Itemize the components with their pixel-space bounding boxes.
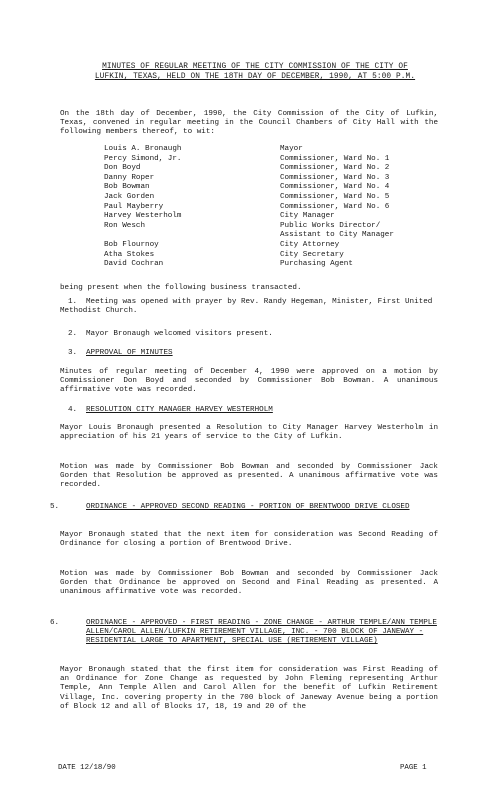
member-name <box>104 231 280 241</box>
roster-row <box>104 183 444 193</box>
item-text: Meeting was opened with prayer by Rev. Randy Hegeman, Minister, First United Methodist Church. <box>60 298 433 316</box>
roster-row <box>104 241 444 251</box>
member-role: City Attorney <box>280 240 340 249</box>
item-heading: APPROVAL OF MINUTES <box>86 349 173 357</box>
member-role: Assistant to City Manager <box>280 231 394 240</box>
member-name: Atha Stokes <box>104 250 155 259</box>
member-role: City Manager <box>280 212 335 221</box>
roster-row <box>104 231 444 241</box>
intro-paragraph: On the 18th day of December, 1990, the City Commission of the City of Lufkin, Texas, convened in regular meeting in the Council Chambers of City Hall with the following members thereof, to wit: <box>60 110 438 137</box>
member-role: Commissioner, Ward No. 6 <box>280 202 390 211</box>
item5-paragraph-1: Mayor Bronaugh stated that the next item for consideration was Second Reading of Ordinance for closing a portion of Brentwood Drive. <box>60 531 438 549</box>
agenda-item-3 <box>60 349 438 358</box>
item-heading: ORDINANCE - APPROVED - FIRST READING - ZONE CHANGE - ARTHUR TEMPLE/ANN TEMPLE ALLEN/CAROL ALLEN/LUFKIN RETIREMENT VILLAGE, INC. - 700 BLOCK OF JANEWAY - RESIDENTIAL LARGE TO APARTMENT, SPECIAL USE (RETIREMENT VILLAGE) <box>86 619 437 646</box>
member-name: Louis A. Bronaugh <box>104 145 182 153</box>
member-role: Commissioner, Ward No. 4 <box>280 183 390 192</box>
member-name: Paul Mayberry <box>104 202 164 211</box>
roster-row <box>104 260 444 270</box>
item-number: 6. <box>50 619 60 627</box>
footer-date: DATE 12/18/90 <box>58 764 116 772</box>
agenda-item-4 <box>60 406 440 415</box>
roster-row <box>104 155 444 165</box>
member-role: Commissioner, Ward No. 3 <box>280 173 390 182</box>
member-role: Commissioner, Ward No. 2 <box>280 164 390 173</box>
member-name: Don Boyd <box>104 164 141 173</box>
agenda-item-2 <box>60 330 438 339</box>
footer-page-number: PAGE 1 <box>400 764 427 772</box>
member-name: Jack Gorden <box>104 192 155 201</box>
agenda-item-1 <box>60 298 438 316</box>
member-name: David Cochran <box>104 260 164 269</box>
roster-row <box>104 251 444 261</box>
title-line-2: LUFKIN, TEXAS, HELD ON THE 18TH DAY OF DECEMBER, 1990, AT 5:00 P.M. <box>94 73 416 81</box>
item4-paragraph-2: Motion was made by Commissioner Bob Bowman and seconded by Commissioner Jack Gorden that Resolution be approved as presented. A unanimous affirmative vote was recorded. <box>60 463 438 490</box>
roster-row <box>104 145 444 155</box>
roster-row <box>104 174 444 184</box>
roster-row <box>104 212 444 222</box>
member-name: Danny Roper <box>104 173 155 182</box>
title-line-1: MINUTES OF REGULAR MEETING OF THE CITY COMMISSION OF THE CITY OF <box>102 63 408 71</box>
item-number: 1. <box>68 298 78 306</box>
item-number: 4. <box>68 406 78 414</box>
member-name: Bob Flournoy <box>104 240 159 249</box>
member-role: Commissioner, Ward No. 1 <box>280 154 390 163</box>
agenda-item-6 <box>50 619 442 647</box>
being-present-text: being present when the following business transacted. <box>60 284 302 292</box>
item4-paragraph-1: Mayor Louis Bronaugh presented a Resolution to City Manager Harvey Westerholm in appreciation of his 21 years of service to the City of Lufkin. <box>60 424 438 442</box>
item-heading: ORDINANCE - APPROVED SECOND READING - PORTION OF BRENTWOOD DRIVE CLOSED <box>86 503 410 511</box>
member-role: Mayor <box>280 145 303 153</box>
member-role: Commissioner, Ward No. 5 <box>280 192 390 201</box>
agenda-item-5 <box>50 503 448 512</box>
roster-row <box>104 193 444 203</box>
roster-row <box>104 203 444 213</box>
member-role: Public Works Director/ <box>280 221 381 230</box>
member-role: City Secretary <box>280 250 344 259</box>
member-name: Ron Wesch <box>104 221 146 230</box>
item-heading: RESOLUTION CITY MANAGER HARVEY WESTERHOLM <box>86 406 273 414</box>
item-number: 5. <box>50 503 60 511</box>
item-text: Mayor Bronaugh welcomed visitors present. <box>86 330 273 338</box>
attendance-roster <box>104 145 444 270</box>
minutes-approval-paragraph: Minutes of regular meeting of December 4, 1990 were approved on a motion by Commissioner Don Boyd and seconded by Commissioner Bob Bowman. A unanimous affirmative vote was recorded. <box>60 368 438 395</box>
member-name: Harvey Westerholm <box>104 212 182 221</box>
item-number: 3. <box>68 349 78 357</box>
item-number: 2. <box>68 330 78 338</box>
roster-row <box>104 164 444 174</box>
roster-row <box>104 222 444 232</box>
member-role: Purchasing Agent <box>280 260 353 269</box>
member-name: Percy Simond, Jr. <box>104 154 182 163</box>
item6-paragraph: Mayor Bronaugh stated that the first item for consideration was First Reading of an Ordinance for Zone Change as requested by John Fleming representing Arthur Temple, Ann Temple Allen and Carol Allen for the benefit of Lufkin Retirement Village, Inc. covering property in the 700 block of Janeway Avenue being a portion of Block 12 and all of Blocks 17, 18, 19 and 20 of the <box>60 666 438 711</box>
member-name: Bob Bowman <box>104 183 150 192</box>
document-title <box>60 62 450 82</box>
item5-paragraph-2: Motion was made by Commissioner Bob Bowman and seconded by Commissioner Jack Gorden that Ordinance be approved on Second and Final Reading as presented. A unanimous affirmative vote was recorded. <box>60 570 438 597</box>
